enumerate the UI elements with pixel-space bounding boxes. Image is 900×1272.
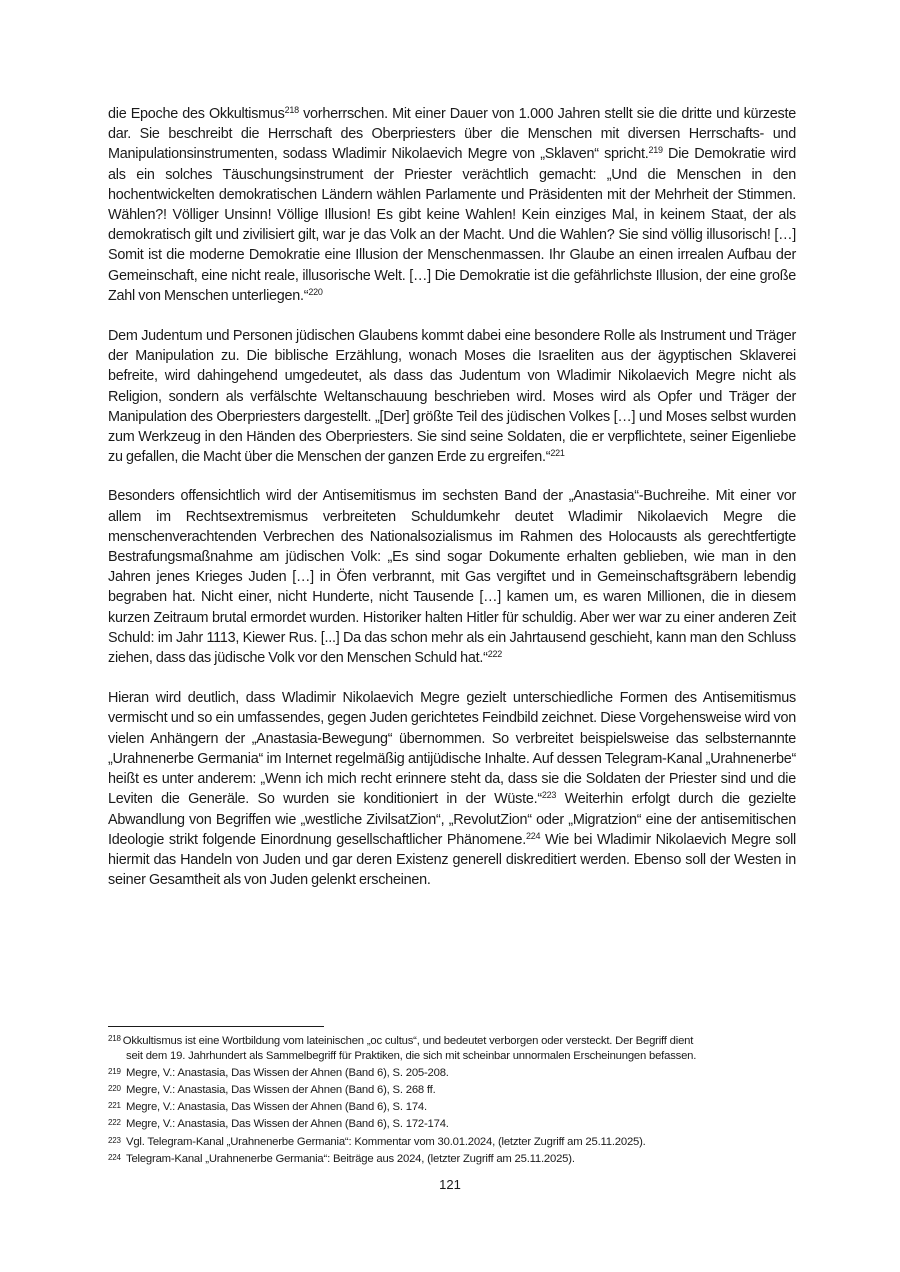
footnote-text: Okkultismus ist eine Wortbildung vom lateinischen „oc cultus“, und bedeutet verborgen oder versteckt. Der Begriff dient [122, 1035, 694, 1047]
footnote [108, 1083, 808, 1098]
paragraph-text: Die Demokratie wird als ein solches Täuschungsinstrument der Priester verächtlich gemacht: „Und die Menschen in den hochentwickelten demokratischen Ländern wählen Parlamente und Präsidenten mit der Mehrheit der Stimmen. Wählen?! Völliger Unsinn! Völlige Illusion! Es gibt keine Wahlen! Kein einziges Mal, in keinem Staat, der als demokratisch gilt und zivilisiert gilt, war je das Volk an der Macht. Und die Wahlen? Sie sind völlig illusorisch! […] Somit ist die moderne Demokratie eine Illusion der Menschenmassen. Ihr Glaube an einen irrealen Aufbau der Gemeinschaft, eine nicht reale, illusorische Welt. […] Die Demokratie ist die gefährlichste Illusion, der eine große Zahl von Menschen unterliegen.“ [108, 146, 796, 304]
footnote-text: Megre, V.: Anastasia, Das Wissen der Ahnen (Band 6), S. 172-174. [126, 1118, 449, 1131]
footnote-text-continued: seit dem 19. Jahrhundert als Sammelbegriff für Praktiken, die sich mit scheinbar unnormalen Erscheinungen befassen. [126, 1049, 697, 1062]
footnote [108, 1066, 808, 1081]
paragraph-text: Wie bei Wladimir Nikolaevich Megre soll hiermit das Handeln von Juden und gar deren Existenz generell diskreditiert werden. Ebenso soll der Westen in seiner Gesamtheit als von Juden gelenkt erscheinen. [108, 831, 796, 889]
paragraph-text: Dem Judentum und Personen jüdischen Glaubens kommt dabei eine besondere Rolle als Instrument und Träger der Manipulation zu. Die biblische Erzählung, wonach Moses die Israeliten aus der ägyptischen Sklaverei befreite, wird dahingehend umgedeutet, als dass das Judentum von Wladimir Nikolaevich Megre nicht als Religion, sondern als verfälschte Weltanschauung beschrieben wird. Moses wird als Opfer und Träger der Manipulation des Oberpriesters dargestellt. „[Der] größte Teil des jüdischen Volkes […] und Moses selbst wurden zum Werkzeug in den Händen des Oberpriesters. Sie sind seine Soldaten, die er verpflichtete, seiner Eigenliebe zu gefallen, die Macht über die Menschen der ganzen Erde zu ergreifen.“ [108, 328, 796, 466]
footnote-text: Vgl. Telegram-Kanal „Urahnenerbe Germania“: Kommentar vom 30.01.2024, (letzter Zugriff am 25.11.2025). [126, 1135, 646, 1148]
footnote-number: 223 [108, 1135, 121, 1145]
footnote [108, 1117, 808, 1132]
footnote-number: 219 [108, 1066, 121, 1076]
footnote-reference: 223 [541, 790, 557, 801]
footnote-reference: 220 [308, 286, 323, 297]
footnote-number: 221 [108, 1101, 121, 1111]
paragraph-text: Hieran wird deutlich, dass Wladimir Nikolaevich Megre gezielt unterschiedliche Formen des Antisemitismus vermischt und so ein umfassendes, gegen Juden gerichtetes Feindbild zeichnet. Diese Vorgehensweise wird von vielen Anhängern der „Anastasia-Bewegung“ übernommen. So verbreitet beispielsweise das selbsternannte „Urahnenerbe Germania“ im Internet regelmäßig antijüdische Inhalte. Auf dessen Telegram-Kanal „Urahnenerbe“ heißt es unter anderem: „Wenn ich mich recht erinnere steht da, dass sie die Soldaten der Priester sind und die Leviten die Generäle. So wurden sie konditioniert in der Wüste.“ [108, 690, 796, 808]
footnote-reference: 224 [525, 830, 541, 841]
paragraph [108, 688, 796, 890]
paragraph-text: die Epoche des Okkultismus [108, 106, 285, 122]
page-number: 121 [439, 1177, 461, 1192]
footnote [108, 1034, 808, 1063]
footnote-text: Telegram-Kanal „Urahnenerbe Germania“: Beiträge aus 2024, (letzter Zugriff am 25.11.2025). [126, 1152, 575, 1165]
footnote-reference: 219 [648, 145, 663, 156]
footnote-text: Megre, V.: Anastasia, Das Wissen der Ahnen (Band 6), S. 268 ff. [126, 1083, 436, 1096]
footnote-number: 218 [108, 1034, 121, 1043]
footnote-number: 220 [108, 1083, 121, 1093]
footnote-text: Megre, V.: Anastasia, Das Wissen der Ahnen (Band 6), S. 205-208. [126, 1066, 449, 1079]
paragraph [108, 104, 796, 306]
body-text [108, 104, 796, 911]
footnote-number: 222 [108, 1118, 121, 1128]
paragraph [108, 326, 796, 467]
paragraph-text: Weiterhin erfolgt durch die gezielte Abwandlung von Begriffen wie „westliche ZivilsatZion“, „RevolutZion“ oder „Migratzion“ eine der antisemitischen Ideologie strikt folgende Einordnung gesellschaftlicher Phänomene. [108, 791, 796, 848]
footnotes [108, 1034, 808, 1169]
paragraph-text: Besonders offensichtlich wird der Antisemitismus im sechsten Band der „Anastasia“-Buchreihe. Mit einer vor allem im Rechtsextremismus verbreiteten Schuldumkehr deutet Wladimir Nikolaevich Megre die menschenverachtenden Verbrechen des Nationalsozialismus im Rahmen des Holocausts als gerechtfertigte Bestrafungsmaßnahme am jüdischen Volk: „Es sind sogar Dokumente erhalten geblieben, wie man in den Jahren jenes Krieges Juden […] in Öfen verbrannt, mit Gas vergiftet und in Gemeinschaftsgräbern lebendig begraben hat. Nicht einer, nicht Hunderte, nicht Tausende […] kamen um, es waren Millionen, die in diesem kurzen Zeitraum brutal ermordet wurden. Historiker halten Hitler für schuldig. Aber wer war zu einer anderen Zeit Schuld: im Jahr 1113, Kiewer Rus. [...] Da das schon mehr als ein Jahrtausend geschieht, kann man den Schluss ziehen, dass das jüdische Volk vor den Menschen Schuld hat.“ [108, 488, 796, 667]
footnote-reference: 221 [550, 448, 565, 459]
footnote-reference: 222 [487, 649, 502, 660]
footnote-text: Megre, V.: Anastasia, Das Wissen der Ahnen (Band 6), S. 174. [126, 1101, 427, 1114]
footnote [108, 1100, 808, 1115]
footnote [108, 1135, 808, 1150]
paragraph-text: vorherrschen. Mit einer Dauer von 1.000 Jahren stellt sie die dritte und kürzeste dar. Sie beschreibt die Herrschaft des Oberpriesters über die Menschen mit diversen Herrschafts- und Manipulationsinstrumenten, sodass Wladimir Nikolaevich Megre von „Sklaven“ spricht. [108, 106, 796, 163]
paragraph [108, 486, 796, 668]
footnote-reference: 218 [284, 105, 299, 115]
footnote-number: 224 [108, 1152, 121, 1162]
footnote-separator [108, 1026, 324, 1027]
footnote [108, 1152, 808, 1167]
